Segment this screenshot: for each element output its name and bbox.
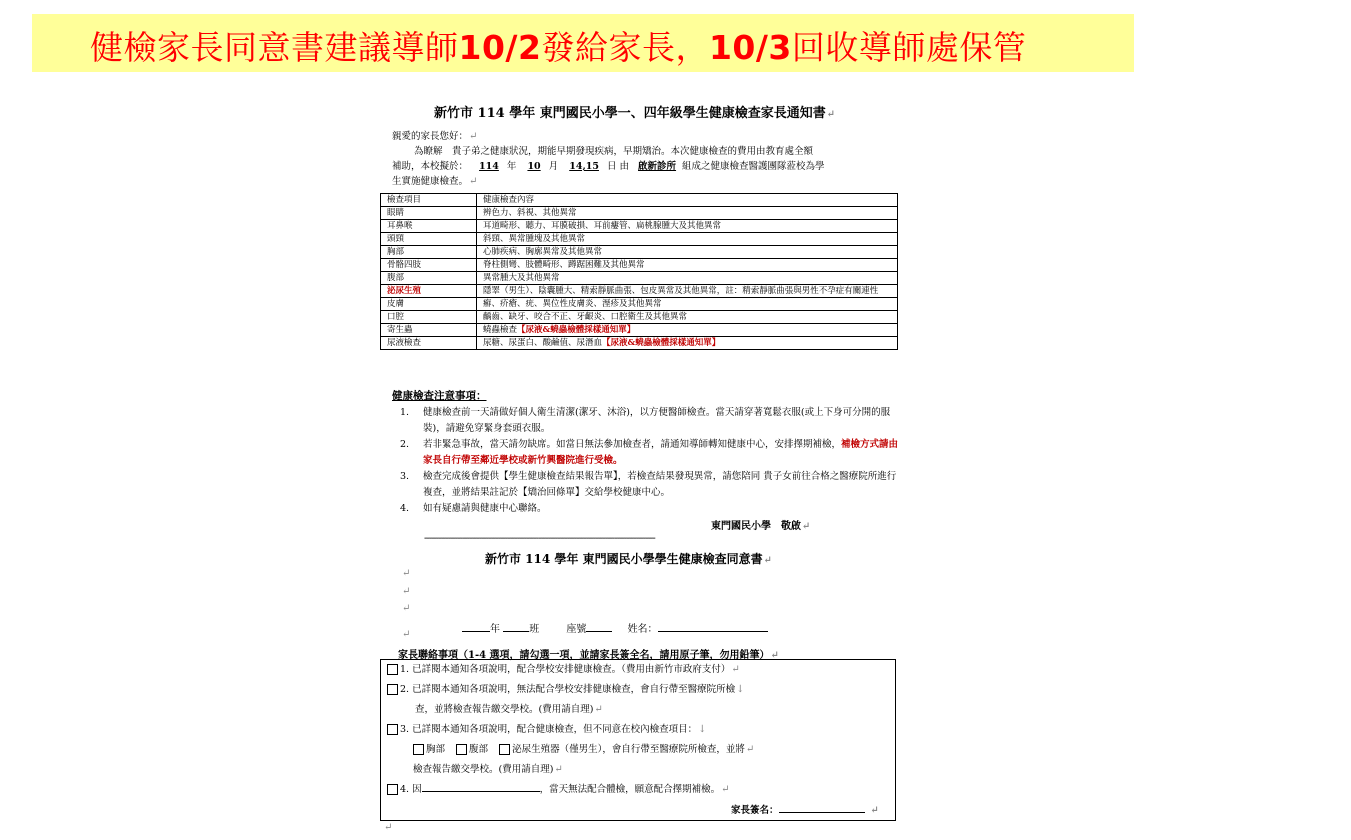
option-3: 3. 已詳閱本通知各項說明，配合健康檢查，但不同意在校內檢查項目：↓ xyxy=(387,720,706,740)
note-item: 1. 健康檢查前一天請做好個人衛生清潔(潔牙、沐浴)，以方便醫師檢查。當天請穿著寬鬆衣服(或上下身可分開的服裝)，請避免穿緊身套頭衣服。 xyxy=(400,407,891,434)
row-item: 腹部 xyxy=(381,272,477,285)
greeting: 親愛的家長您好：↵ xyxy=(392,131,478,142)
consent-title: 新竹市 114 學年 東門國民小學學生健康檢查同意書↵ xyxy=(485,552,772,566)
exam-month: 10 xyxy=(527,161,541,172)
exam-year: 114 xyxy=(479,161,499,172)
banner-text xyxy=(90,22,1026,69)
option-3-subchecks: 胸部 腹部 泌尿生殖器（僅男生），會自行帶至醫療院所檢查，並將↵ xyxy=(413,740,754,760)
table-row xyxy=(381,207,898,220)
checkbox[interactable] xyxy=(387,684,398,695)
row-content: 耳道畸形、聽力、耳膜破損、耳前瘻管、扁桃腺腫大及其他異常 xyxy=(477,220,898,233)
note-item: 2. 若非緊急事故，當天請勿缺席。如當日無法參加檢查者，請通知導師轉知健康中心，安排擇期補檢，補檢方式請由家長自行帶至鄰近學校或新竹興醫院進行受檢。 xyxy=(400,439,899,466)
exam-table-header xyxy=(381,194,898,207)
exam-table xyxy=(380,193,898,350)
row-content: 隱睪（男生）、陰囊腫大、精索靜脈曲張、包皮異常及其他異常，註：精索靜脈曲張與男性不孕症有關連性 xyxy=(477,285,898,298)
table-row xyxy=(381,324,898,337)
header-item: 檢查項目 xyxy=(381,194,477,207)
table-row xyxy=(381,272,898,285)
contact-title: 家長聯絡事項（1-4 選項，請勾選一項，並請家長簽全名，請用原子筆，勿用鉛筆）↵ xyxy=(398,650,779,661)
exam-days: 14,15 xyxy=(569,161,599,172)
banner-date2: 10/3 xyxy=(708,28,792,67)
row-content: 心肺疾病、胸廓異常及其他異常 xyxy=(477,246,898,259)
checkbox-abdomen[interactable] xyxy=(456,744,467,755)
row-item: 泌尿生殖 xyxy=(381,285,477,298)
checkbox-urogenital[interactable] xyxy=(499,744,510,755)
banner-prefix: 健檢家長同意書建議導師 xyxy=(90,28,459,67)
row-content: 蟯蟲檢查【尿液&蟯蟲檢體採樣通知單】 xyxy=(477,324,898,337)
blank-line: ↵ xyxy=(402,603,411,614)
checkbox[interactable] xyxy=(387,724,398,735)
row-item: 耳鼻喉 xyxy=(381,220,477,233)
intro-line-3: 生實施健康檢查。↵ xyxy=(392,176,478,187)
blank-line: ↵ xyxy=(402,629,411,640)
table-row xyxy=(381,285,898,298)
row-content: 齲齒、缺牙、咬合不正、牙齦炎、口腔衛生及其他異常 xyxy=(477,311,898,324)
table-row xyxy=(381,220,898,233)
banner-date1: 10/2 xyxy=(458,28,542,67)
row-item: 胸部 xyxy=(381,246,477,259)
header-content: 健康檢查內容 xyxy=(477,194,898,207)
clinic-name: 啟新診所 xyxy=(638,161,677,172)
option-3-cont: 檢查報告繳交學校。(費用請自理)↵ xyxy=(413,764,563,775)
table-row xyxy=(381,233,898,246)
banner-mid: 發給家長， xyxy=(541,28,709,67)
table-row xyxy=(381,246,898,259)
row-item: 尿液檢查 xyxy=(381,337,477,350)
table-row xyxy=(381,298,898,311)
note-item: 4. 如有疑慮請與健康中心聯絡。 xyxy=(400,503,547,514)
row-item: 頭頸 xyxy=(381,233,477,246)
option-4: 4. 因 ，當天無法配合體檢，願意配合擇期補檢。↵ xyxy=(387,780,730,800)
table-row xyxy=(381,259,898,272)
table-row xyxy=(381,337,898,350)
row-item: 皮膚 xyxy=(381,298,477,311)
blank-line: ↵ xyxy=(402,586,411,597)
consent-options-box xyxy=(380,659,896,821)
student-info-line: 年 班 座號 姓名： xyxy=(462,620,768,635)
intro-line-2: 補助，本校擬於： 114 年 10 月 14,15 日 由 啟新診所 組成之健康檢查醫護團隊蒞校為學 xyxy=(392,161,825,172)
checkbox-chest[interactable] xyxy=(413,744,424,755)
row-content: 脊柱側彎、肢體畸形、蹲踞困難及其他異常 xyxy=(477,259,898,272)
row-content: 辨色力、斜視、其他異常 xyxy=(477,207,898,220)
notes-list xyxy=(400,405,900,517)
parent-signature: 家長簽名： ↵ xyxy=(731,805,879,816)
table-row xyxy=(381,311,898,324)
option-2-cont: 查，並將檢查報告繳交學校。(費用請自理)↵ xyxy=(415,704,603,715)
notes-title: 健康檢查注意事項： xyxy=(392,390,487,402)
option-1: 1. 已詳閱本通知各項說明，配合學校安排健康檢查。（費用由新竹市政府支付）↵ xyxy=(387,660,740,680)
row-item: 口腔 xyxy=(381,311,477,324)
note-item: 3. 檢查完成後會提供【學生健康檢查結果報告單】，若檢查結果發現異常，請您陪同 貴子女前往合格之醫療院所進行複查，並將結果註記於【矯治回條單】交給學校健康中心。 xyxy=(400,471,897,498)
checkbox[interactable] xyxy=(387,784,398,795)
row-item: 眼睛 xyxy=(381,207,477,220)
row-content: 癬、疥瘡、疣、異位性皮膚炎、溼疹及其他異常 xyxy=(477,298,898,311)
row-item: 寄生蟲 xyxy=(381,324,477,337)
notice-document xyxy=(378,95,906,840)
blank-line: ↵ xyxy=(402,568,411,579)
banner xyxy=(32,14,1134,72)
school-signature: 東門國民小學 敬啟↵ xyxy=(711,521,811,532)
intro-line-1: 為瞭解 貴子弟之健康狀況，期能早期發現疾病，早期矯治。本次健康檢查的費用由教育處全額 xyxy=(414,146,814,157)
row-item: 骨骼四肢 xyxy=(381,259,477,272)
option-2: 2. 已詳閱本通知各項說明，無法配合學校安排健康檢查，會自行帶至醫療院所檢↓ xyxy=(387,680,744,700)
row-content: 尿糖、尿蛋白、酸鹼值、尿潛血【尿液&蟯蟲檢體採樣通知單】 xyxy=(477,337,898,350)
checkbox[interactable] xyxy=(387,664,398,675)
banner-suffix: 回收導師處保管 xyxy=(791,28,1027,67)
row-content: 斜頸、異常腫塊及其他異常 xyxy=(477,233,898,246)
cut-line: ------------------------------------------------------------------------------------------------- xyxy=(424,533,655,544)
row-content: 異常腫大及其他異常 xyxy=(477,272,898,285)
blank-line: ↵ xyxy=(384,822,393,833)
notice-title: 新竹市 114 學年 東門國民小學一、四年級學生健康檢查家長通知書↵ xyxy=(434,106,836,121)
